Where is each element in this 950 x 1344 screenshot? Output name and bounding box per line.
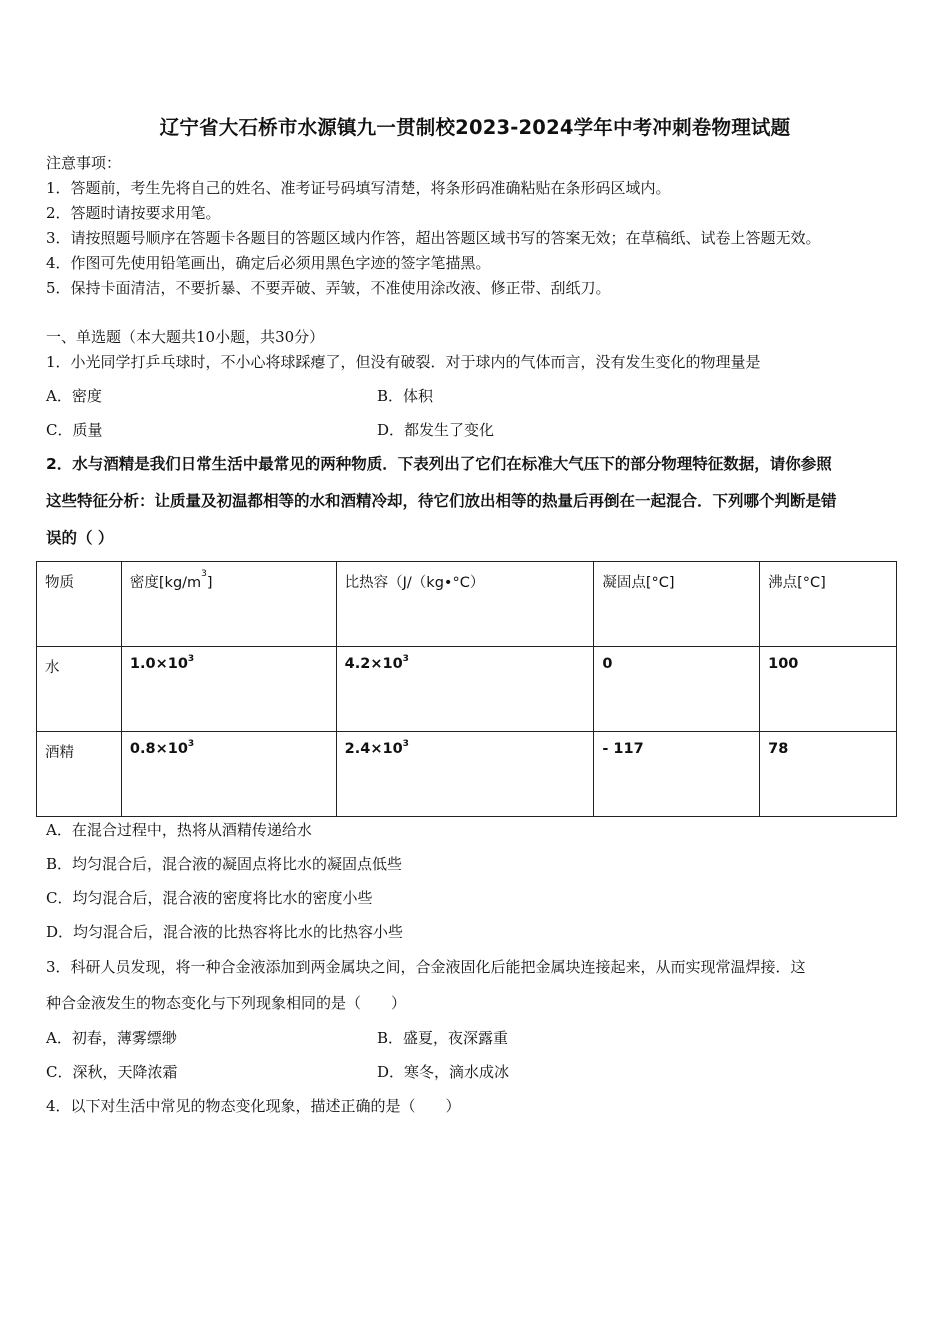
cell-heat-exponent: 3 [402, 654, 409, 664]
header-density-text: 密度[kg/m [129, 575, 202, 591]
question-1-stem: 1．小光同学打乒乓球时，不小心将球踩瘪了，但没有破裂．对于球内的气体而言，没有发生变化的物理量是 [46, 353, 761, 371]
question-2-stem-line3: 误的（ ） [46, 529, 114, 547]
notice-item: 5．保持卡面清洁，不要折暴、不要弄破、弄皱，不准使用涂改液、修正带、刮纸刀。 [46, 279, 611, 297]
question-3-stem-line1: 3．科研人员发现，将一种合金液添加到两金属块之间，合金液固化后能把金属块连接起来，从而实现常温焊接．这 [46, 958, 806, 976]
notice-item: 2．答题时请按要求用笔。 [46, 204, 221, 222]
header-freezing-point: 凝固点[°C] [594, 562, 760, 647]
notice-item: 3．请按照题号顺序在答题卡各题目的答题区域内作答，超出答题区域书写的答案无效；在草稿纸、试卷上答题无效。 [46, 229, 821, 247]
question-2-option-c: C．均匀混合后，混合液的密度将比水的密度小些 [46, 889, 373, 907]
cell-heat-exponent: 3 [402, 739, 409, 749]
cell-substance: 水 [37, 647, 122, 732]
question-4-stem: 4．以下对生活中常见的物态变化现象，描述正确的是（ ） [46, 1097, 461, 1115]
notice-item: 1．答题前，考生先将自己的姓名、准考证号码填写清楚，将条形码准确粘贴在条形码区域内。 [46, 179, 671, 197]
table-row [37, 647, 897, 732]
cell-specific-heat [336, 647, 594, 732]
question-1-option-c: C．质量 [46, 421, 103, 439]
cell-density-value: 0.8×10 [129, 741, 188, 757]
question-1-option-a: A．密度 [46, 387, 102, 405]
cell-density [121, 732, 336, 817]
question-2-stem-line2: 这些特征分析：让质量及初温都相等的水和酒精冷却，待它们放出相等的热量后再倒在一起混合．下列哪个判断是错 [46, 492, 837, 510]
question-3-option-d: D．寒冬，滴水成冰 [377, 1063, 510, 1081]
cell-boiling-point: 78 [760, 732, 897, 817]
table-row [37, 732, 897, 817]
cell-freezing-point: 0 [594, 647, 760, 732]
question-3-stem-line2: 种合金液发生的物态变化与下列现象相同的是（ ） [46, 994, 407, 1012]
properties-table [36, 561, 897, 817]
cell-heat-value: 2.4×10 [344, 741, 403, 757]
question-1-option-d: D．都发生了变化 [377, 421, 495, 439]
question-3-option-b: B．盛夏，夜深露重 [377, 1029, 509, 1047]
notice-item: 4．作图可先使用铅笔画出，确定后必须用黑色字迹的签字笔描黑。 [46, 254, 491, 272]
header-density-bracket: ] [206, 575, 213, 591]
question-2-option-d: D．均匀混合后，混合液的比热容将比水的比热容小些 [46, 923, 404, 941]
question-2-option-b: B．均匀混合后，混合液的凝固点将比水的凝固点低些 [46, 855, 403, 873]
cell-specific-heat [336, 732, 594, 817]
header-density [121, 562, 336, 647]
cell-density-exponent: 3 [187, 739, 195, 749]
cell-heat-value: 4.2×10 [344, 656, 403, 672]
question-2-stem-line1: 2．水与酒精是我们日常生活中最常见的两种物质．下表列出了它们在标准大气压下的部分物理特征数据，请你参照 [46, 455, 832, 473]
cell-boiling-point: 100 [760, 647, 897, 732]
header-substance: 物质 [37, 562, 122, 647]
section-heading: 一、单选题（本大题共10小题，共30分） [46, 328, 325, 346]
cell-density [121, 647, 336, 732]
question-2-option-a: A．在混合过程中，热将从酒精传递给水 [46, 821, 312, 839]
header-specific-heat: 比热容（J/（kg•°C） [336, 562, 594, 647]
header-density-exponent: 3 [201, 569, 207, 579]
notice-heading: 注意事项： [46, 154, 122, 172]
cell-density-exponent: 3 [187, 654, 195, 664]
question-3-option-a: A．初春，薄雾缥缈 [46, 1029, 177, 1047]
page-title: 辽宁省大石桥市水源镇九一贯制校2023-2024学年中考冲刺卷物理试题 [159, 116, 791, 139]
question-1-option-b: B．体积 [377, 387, 434, 405]
table-header-row [37, 562, 897, 647]
cell-freezing-point: - 117 [594, 732, 760, 817]
cell-density-value: 1.0×10 [129, 656, 188, 672]
question-3-option-c: C．深秋，天降浓霜 [46, 1063, 178, 1081]
cell-substance: 酒精 [37, 732, 122, 817]
header-boiling-point: 沸点[°C] [760, 562, 897, 647]
